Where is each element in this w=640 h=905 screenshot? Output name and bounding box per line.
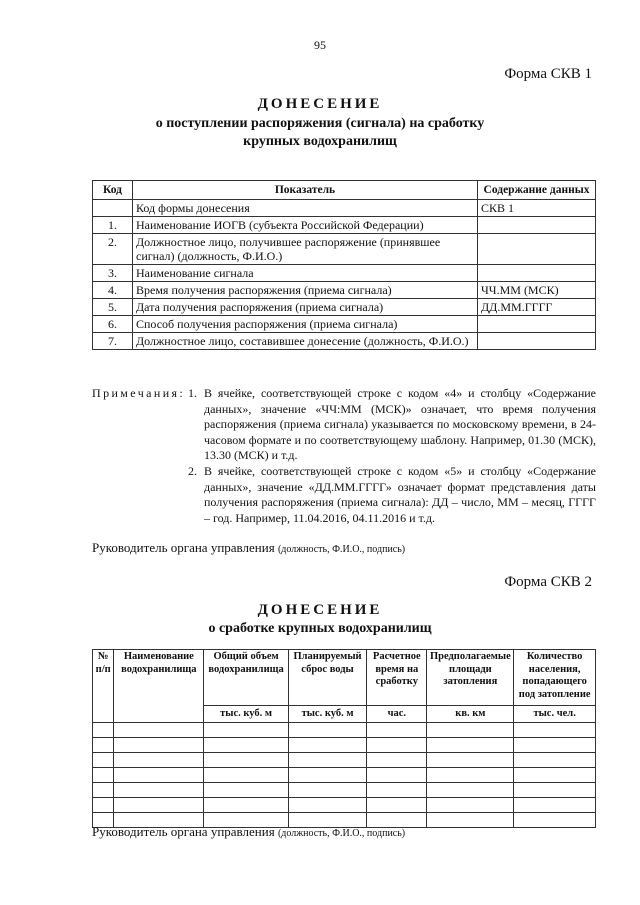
form2-header-name: Наименование водохранилища bbox=[114, 650, 204, 723]
empty-cell bbox=[114, 753, 204, 768]
cell-indicator: Код формы донесения bbox=[133, 200, 478, 217]
form2-header-time: Расчетное время на сработку bbox=[367, 650, 427, 706]
empty-cell bbox=[427, 738, 514, 753]
empty-cell bbox=[114, 783, 204, 798]
cell-indicator: Время получения распоряжения (приема сигнала) bbox=[133, 282, 478, 299]
page-number: 95 bbox=[314, 38, 326, 52]
empty-cell bbox=[514, 738, 596, 753]
empty-cell bbox=[514, 798, 596, 813]
form2-empty-row bbox=[93, 738, 596, 753]
empty-cell bbox=[93, 768, 114, 783]
form1-table-row bbox=[93, 217, 596, 234]
form1-table-row bbox=[93, 234, 596, 265]
form2-empty-row bbox=[93, 783, 596, 798]
cell-code: 5. bbox=[93, 299, 133, 316]
form2-table bbox=[92, 649, 596, 828]
cell-value bbox=[478, 265, 596, 282]
form2-header-volume: Общий объем водохранилища bbox=[204, 650, 289, 706]
unit-cell: кв. км bbox=[427, 706, 514, 723]
empty-cell bbox=[93, 783, 114, 798]
form2-header-area: Предполагаемые площади затопления bbox=[427, 650, 514, 706]
empty-cell bbox=[114, 798, 204, 813]
form2-empty-row bbox=[93, 723, 596, 738]
form2-label: Форма СКВ 2 bbox=[504, 574, 592, 590]
form1-header-value: Содержание данных bbox=[478, 181, 596, 200]
cell-value bbox=[478, 316, 596, 333]
signature-label: Руководитель органа управления bbox=[92, 540, 275, 555]
empty-cell bbox=[93, 798, 114, 813]
empty-cell bbox=[367, 798, 427, 813]
empty-cell bbox=[114, 723, 204, 738]
form1-header-code: Код bbox=[93, 181, 133, 200]
form1-table-row bbox=[93, 265, 596, 282]
empty-cell bbox=[288, 723, 366, 738]
empty-cell bbox=[427, 753, 514, 768]
cell-value bbox=[478, 234, 596, 265]
empty-cell bbox=[514, 768, 596, 783]
unit-cell: тыс. куб. м bbox=[288, 706, 366, 723]
form2-header-population: Количество населения, попадающего под затопление bbox=[514, 650, 596, 706]
cell-indicator: Дата получения распоряжения (приема сигнала) bbox=[133, 299, 478, 316]
empty-cell bbox=[204, 723, 289, 738]
note-text: В ячейке, соответствующей строке с кодом «5» и столбцу «Содержание данных», значение «ДД.ММ.ГГГГ» означает формат представления даты получения распоряжения (приема сигнала): ДД – число, ММ – месяц, ГГГГ – год. Например, 11.04.2016, 04.11.2016 и т.д. bbox=[204, 464, 596, 525]
form2-empty-row bbox=[93, 798, 596, 813]
cell-indicator: Должностное лицо, получившее распоряжение (принявшее сигнал) (должность, Ф.И.О.) bbox=[133, 234, 478, 265]
unit-cell: час. bbox=[367, 706, 427, 723]
empty-cell bbox=[367, 768, 427, 783]
empty-cell bbox=[427, 768, 514, 783]
note-number: 1. bbox=[188, 386, 197, 400]
note-item-1 bbox=[188, 386, 596, 464]
cell-code: 4. bbox=[93, 282, 133, 299]
form2-signature-line bbox=[92, 824, 405, 840]
form2-header-discharge: Планируемый сброс воды bbox=[288, 650, 366, 706]
empty-cell bbox=[514, 753, 596, 768]
note-item-2 bbox=[188, 464, 596, 526]
empty-cell bbox=[367, 753, 427, 768]
empty-cell bbox=[204, 768, 289, 783]
empty-cell bbox=[93, 723, 114, 738]
empty-cell bbox=[93, 753, 114, 768]
cell-code: 1. bbox=[93, 217, 133, 234]
form2-header-num: № п/п bbox=[93, 650, 114, 723]
empty-cell bbox=[367, 783, 427, 798]
form1-title: ДОНЕСЕНИЕ bbox=[257, 96, 383, 112]
empty-cell bbox=[204, 798, 289, 813]
note-number: 2. bbox=[188, 464, 197, 478]
form1-label: Форма СКВ 1 bbox=[504, 66, 592, 82]
form2-empty-row bbox=[93, 768, 596, 783]
form1-table-row bbox=[93, 316, 596, 333]
form1-subtitle-line1: о поступлении распоряжения (сигнала) на сработку bbox=[155, 116, 485, 131]
empty-cell bbox=[514, 783, 596, 798]
empty-cell bbox=[93, 738, 114, 753]
empty-cell bbox=[288, 753, 366, 768]
form2-subtitle: о сработке крупных водохранилищ bbox=[208, 621, 432, 636]
empty-cell bbox=[204, 753, 289, 768]
empty-cell bbox=[288, 798, 366, 813]
cell-value: ДД.ММ.ГГГГ bbox=[478, 299, 596, 316]
empty-cell bbox=[427, 798, 514, 813]
form1-table-row bbox=[93, 333, 596, 350]
empty-cell bbox=[514, 813, 596, 828]
cell-value: СКВ 1 bbox=[478, 200, 596, 217]
empty-cell bbox=[204, 738, 289, 753]
empty-cell bbox=[427, 783, 514, 798]
unit-cell: тыс. чел. bbox=[514, 706, 596, 723]
empty-cell bbox=[114, 738, 204, 753]
empty-cell bbox=[114, 768, 204, 783]
form1-header-indicator: Показатель bbox=[133, 181, 478, 200]
form2-table-header-row bbox=[93, 650, 596, 706]
cell-value bbox=[478, 217, 596, 234]
cell-indicator: Наименование ИОГВ (субъекта Российской Федерации) bbox=[133, 217, 478, 234]
signature-hint: (должность, Ф.И.О., подпись) bbox=[277, 828, 406, 839]
form1-table-row bbox=[93, 299, 596, 316]
cell-code: 3. bbox=[93, 265, 133, 282]
form1-table bbox=[92, 180, 596, 350]
cell-value bbox=[478, 333, 596, 350]
cell-code: 2. bbox=[93, 234, 133, 265]
cell-code: 7. bbox=[93, 333, 133, 350]
empty-cell bbox=[288, 738, 366, 753]
empty-cell bbox=[204, 783, 289, 798]
form1-table-header-row bbox=[93, 181, 596, 200]
empty-cell bbox=[427, 723, 514, 738]
cell-indicator: Способ получения распоряжения (приема сигнала) bbox=[133, 316, 478, 333]
note-text: В ячейке, соответствующей строке с кодом «4» и столбцу «Содержание данных», значение «ЧЧ:ММ (МСК)» означает, что время получения распоряжения (приема сигнала) указывается по московскому времени, в 24-часовом формате и по соответствующему шаблону. Например, 01.30 (МСК), 13.30 (МСК) и т.д. bbox=[204, 386, 596, 462]
empty-cell bbox=[514, 723, 596, 738]
empty-cell bbox=[288, 783, 366, 798]
empty-cell bbox=[367, 738, 427, 753]
form2-empty-row bbox=[93, 753, 596, 768]
empty-cell bbox=[367, 723, 427, 738]
signature-label: Руководитель органа управления bbox=[92, 824, 275, 839]
cell-indicator: Должностное лицо, составившее донесение (должность, Ф.И.О.) bbox=[133, 333, 478, 350]
cell-code: 6. bbox=[93, 316, 133, 333]
form1-subtitle-line2: крупных водохранилищ bbox=[243, 134, 397, 149]
unit-cell: тыс. куб. м bbox=[204, 706, 289, 723]
form2-title: ДОНЕСЕНИЕ bbox=[257, 602, 383, 618]
empty-cell bbox=[427, 813, 514, 828]
form1-table-row bbox=[93, 282, 596, 299]
cell-code bbox=[93, 200, 133, 217]
form1-signature-line bbox=[92, 540, 405, 556]
empty-cell bbox=[288, 768, 366, 783]
signature-hint: (должность, Ф.И.О., подпись) bbox=[277, 544, 406, 555]
cell-indicator: Наименование сигнала bbox=[133, 265, 478, 282]
notes-label: Примечания: bbox=[92, 386, 186, 400]
form1-table-row bbox=[93, 200, 596, 217]
cell-value: ЧЧ.ММ (МСК) bbox=[478, 282, 596, 299]
